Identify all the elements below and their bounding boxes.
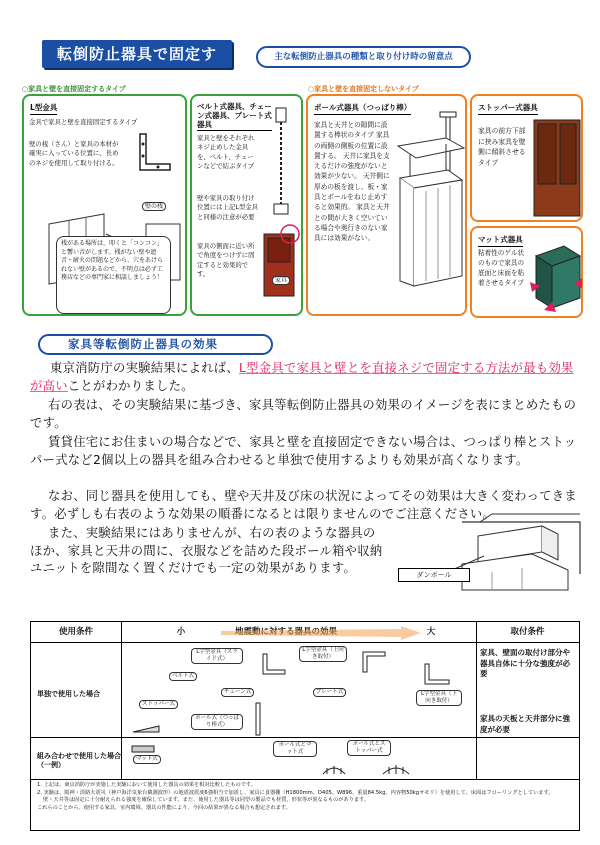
l-bracket-icon [136,130,176,180]
paragraph-1 [30,360,580,395]
direct-group-label: ○家具と壁を直接固定するタイプ [22,85,126,93]
l-slide-icon [261,652,289,678]
page-subtitle: 主な転倒防止器具の種類と取り付け時の留意点 [256,46,471,68]
combo-mat-icon [321,762,347,776]
tag-chain: チェーン式 [221,688,254,697]
effects-table [30,621,580,831]
l-top-icon [361,648,389,676]
col-condition-header: 使用条件 [58,627,93,637]
belt-text2: 壁や家具の取り付け位置には上記L型金具と同様の注意が必要 [197,194,259,221]
belt-text1: 家具と壁をそれぞれネジ止めした金具を、ベルト、チェーンなどで結ぶタイプ [197,134,255,171]
l-bracket-text2: 壁の桟（さん）と家具の本材が確実に入っている位置に、長めのネジを使用して取り付ける。 [29,140,119,167]
mat-title: マット式器具 [478,234,523,247]
stopper-furniture-illustration [532,118,582,218]
tag-stopper: ストッパー式 [139,700,178,709]
wall-stud-label: 壁の桟 [142,202,166,211]
paragraph-2: 右の表は、その実験結果に基づき、家具等転倒防止器具の効果のイメージを表にまとめたものです。 [30,398,577,430]
l-bracket-text1: 金具で家具と壁を直接固定するタイプ [29,118,138,126]
pole-table-icon [253,702,263,736]
tag-l-bottom: L字型金具（下向き取付） [416,690,462,706]
pole-furniture-illustration [396,136,466,286]
effect-arrow [221,626,421,640]
tag-pole-mat: ポール式とマット式 [273,741,317,757]
mat-illustration [530,242,582,312]
belt-title: ベルト式器具、チェーン式器具、プレート式器具 [197,102,272,129]
paragraph-3: 賃貸住宅にお住まいの場合などで、家具と壁を直接固定できない場合は、つっぱり棒とストッパー式など2個以上の器具を組み合わせると単独で使用するよりも効果が高くなります。 [30,435,577,467]
tag-plate: プレート式 [313,688,346,697]
tag-belt: ベルト式 [169,672,197,681]
note-3: 壁・天井等は固定に十分耐えられる強度を確保しています。また、使用した器具等は同型の製品でも材質、形状等が異なるものがあります。 [43,797,369,804]
note-2: 2. 実験は、阪神・淡路大震災（神戸海洋気象台観測波形）の地震波震度6強相当で加震し、家具に食器棚（H1800mm、D405、W896、重量84.5kg、内容物50kgオモリ）を使用して、床面はフローリングとしています。 [37,789,554,796]
paragraph-1-after: ことがわかりました。 [67,378,194,393]
mount-condition-bottom: 家具の天板と天井部分に強度が必要 [480,714,570,734]
row-combo-label: 組み合わせで使用した場合（一例） [37,752,121,769]
l-bracket-panel [22,94,187,316]
pole-title: ポール式器具（つっぱり棒） [314,102,411,115]
tag-mat: マット式 [133,755,161,764]
pole-panel [306,94,467,316]
mat-text: 粘着性のゲル状のもので家具の底面と床面を粘着させるタイプ [478,249,525,287]
furniture-label: 家具 [272,276,290,285]
belt-text3: 家具の側面に近い所で角度をつけずに固定すると効果的です。 [197,242,255,279]
tag-pole-stopper: ポール式とストッパー式 [347,740,391,756]
col-large-header: 大 [426,627,436,637]
stopper-table-icon [131,716,161,734]
mat-panel [470,226,583,318]
paragraph-5: また、実験結果にはありませんが、右の表のような器具のほか、家具と天井の間に、衣服などを詰めた段ボール箱や収納ユニットを隙間なく置くだけでも一定の効果があります。 [30,526,383,575]
stopper-title: ストッパー式器具 [478,102,538,115]
tag-pole: ポール式（つっぱり棒式） [191,714,243,730]
pole-text: 家具と天井との隙間に設置する棒状のタイプ 家具の両側の側板の位置に設置する。 天井に家具を支えるだけの強度がないと効果が少ない。 天井側に厚めの板を渡し、板・家具とポールをねじ止めすると効果的。 家具と天井との間が大きく空いている場合や奥行きのない家具には効果がない。 [314,121,390,243]
chain-icon [270,106,298,216]
tag-l-top: L字型金具（上向き取付） [299,646,347,662]
stopper-text: 家具の前方下部に挟み家具を壁側に傾斜させるタイプ [478,127,526,167]
l-bracket-title: L型金具 [30,102,57,115]
combo-stopper-icon [381,762,411,776]
indirect-group-label: ○家具と壁を直接固定しないタイプ [308,85,419,93]
page-title: 転倒防止器具で固定する！ [42,40,232,68]
belt-panel [190,94,303,316]
furniture-illustration [260,226,300,298]
table-notes [37,782,575,812]
mat-table-icon [131,744,155,754]
tag-l-slide: L字型金具（スライド式） [191,648,243,664]
cardboard-label: ダンボール [398,568,470,582]
stopper-panel [470,94,583,222]
effects-section-title: 家具等転倒防止器具の効果 [38,334,273,355]
note-4: これらのことから、使用する家具、室内環境、器具の性能により、今回の結果が異なる場合も想定されます。 [37,804,291,811]
mount-condition-top: 家具、壁面の取付け部分や器具自体に十分な強度が必要 [480,648,570,678]
row-single-label: 単独で使用した場合 [37,690,100,698]
paragraph-4: なお、同じ器具を使用しても、壁や天井及び床の状況によってその効果は大きく変わってきます。必ずしも右表のような効果の順番になるとは限りませんのでご注意ください。 [30,489,577,521]
paragraph-1-highlight: L型金具で家具と壁とを直接ネジで固定する方法が最も効果が高い [30,361,574,393]
note-1: 1. 上記は、東京消防庁が実施した実験において使用した器具の効果を相対比較したものです。 [37,782,256,788]
l-bracket-note: 桟がある場所は、叩くと「コンコン」と響い音がします。桟がない壁や遮音・耐火の問題などから、穴をあけられない壁があるので、不明点は必ず工務店などの専門家に相談しましょう！ [56,236,171,314]
col-mount-header: 取付条件 [510,627,545,637]
col-small-header: 小 [176,627,186,637]
l-bottom-icon [423,662,453,688]
paragraph-1-before: 東京消防庁の実験結果によれば、 [50,361,239,375]
